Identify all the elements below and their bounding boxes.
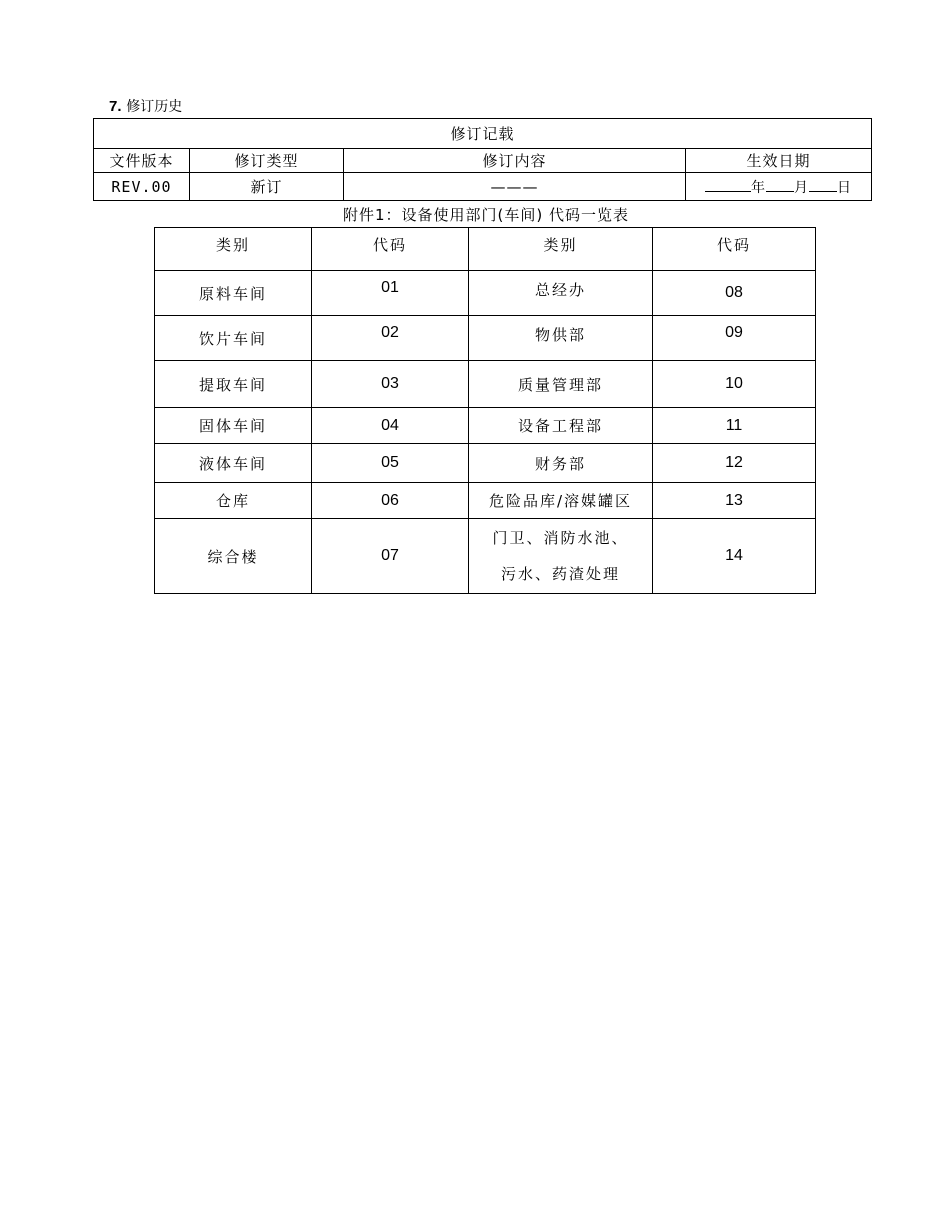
- code-cell: 07: [312, 519, 469, 594]
- day-label: 日: [837, 179, 852, 196]
- table-row: [155, 361, 816, 408]
- code-cell: 02: [312, 316, 469, 361]
- category-cell: 设备工程部: [469, 408, 653, 444]
- code-cell: 05: [312, 444, 469, 483]
- header-code-2: 代码: [653, 228, 816, 271]
- section-title: 修订历史: [126, 99, 183, 115]
- category-cell: 危险品库/溶媒罐区: [469, 483, 653, 519]
- table-row: [155, 316, 816, 361]
- category-cell: 财务部: [469, 444, 653, 483]
- revision-content: ———: [344, 173, 686, 201]
- month-label: 月: [794, 179, 809, 196]
- category-line-2: 污水、药渣处理: [500, 565, 620, 583]
- code-cell: 10: [653, 361, 816, 408]
- code-cell: 03: [312, 361, 469, 408]
- category-cell: 质量管理部: [469, 361, 653, 408]
- code-cell: 04: [312, 408, 469, 444]
- category-cell: 饮片车间: [155, 316, 312, 361]
- revision-version: REV.00: [94, 173, 190, 201]
- appendix-caption: 附件1：设备使用部门(车间) 代码一览表: [342, 206, 630, 224]
- code-cell: 11: [653, 408, 816, 444]
- revision-effective-date: [686, 173, 872, 201]
- section-heading: [109, 96, 182, 117]
- header-revision-type: 修订类型: [190, 149, 344, 173]
- revision-table-header-row: [94, 149, 872, 173]
- year-label: 年: [751, 179, 766, 196]
- section-number: 7.: [109, 98, 122, 115]
- code-cell: 01: [312, 271, 469, 316]
- category-cell-multiline: [469, 519, 653, 594]
- header-category-1: 类别: [155, 228, 312, 271]
- code-cell: 08: [653, 271, 816, 316]
- code-cell: 09: [653, 316, 816, 361]
- category-cell: 仓库: [155, 483, 312, 519]
- revision-type: 新订: [190, 173, 344, 201]
- category-cell: 综合楼: [155, 519, 312, 594]
- table-row: [155, 519, 816, 594]
- department-code-table: [154, 227, 816, 594]
- revision-row: [94, 173, 872, 201]
- header-code-1: 代码: [312, 228, 469, 271]
- header-revision-content: 修订内容: [344, 149, 686, 173]
- table-row: [155, 271, 816, 316]
- revision-table-caption: 修订记载: [94, 119, 872, 149]
- code-cell: 13: [653, 483, 816, 519]
- header-category-2: 类别: [469, 228, 653, 271]
- code-cell: 12: [653, 444, 816, 483]
- year-blank[interactable]: [705, 177, 751, 192]
- header-version: 文件版本: [94, 149, 190, 173]
- header-effective-date: 生效日期: [686, 149, 872, 173]
- category-cell: 总经办: [469, 271, 653, 316]
- table-row: [155, 444, 816, 483]
- day-blank[interactable]: [809, 177, 837, 192]
- table-row: [155, 408, 816, 444]
- category-cell: 液体车间: [155, 444, 312, 483]
- month-blank[interactable]: [766, 177, 794, 192]
- category-cell: 提取车间: [155, 361, 312, 408]
- code-cell: 06: [312, 483, 469, 519]
- table-row: [155, 483, 816, 519]
- category-line-1: 门卫、消防水池、: [492, 529, 629, 547]
- category-cell: 原料车间: [155, 271, 312, 316]
- revision-table: [93, 118, 872, 201]
- category-cell: 物供部: [469, 316, 653, 361]
- code-cell: 14: [653, 519, 816, 594]
- category-cell: 固体车间: [155, 408, 312, 444]
- code-table-header-row: [155, 228, 816, 271]
- revision-table-caption-row: [94, 119, 872, 149]
